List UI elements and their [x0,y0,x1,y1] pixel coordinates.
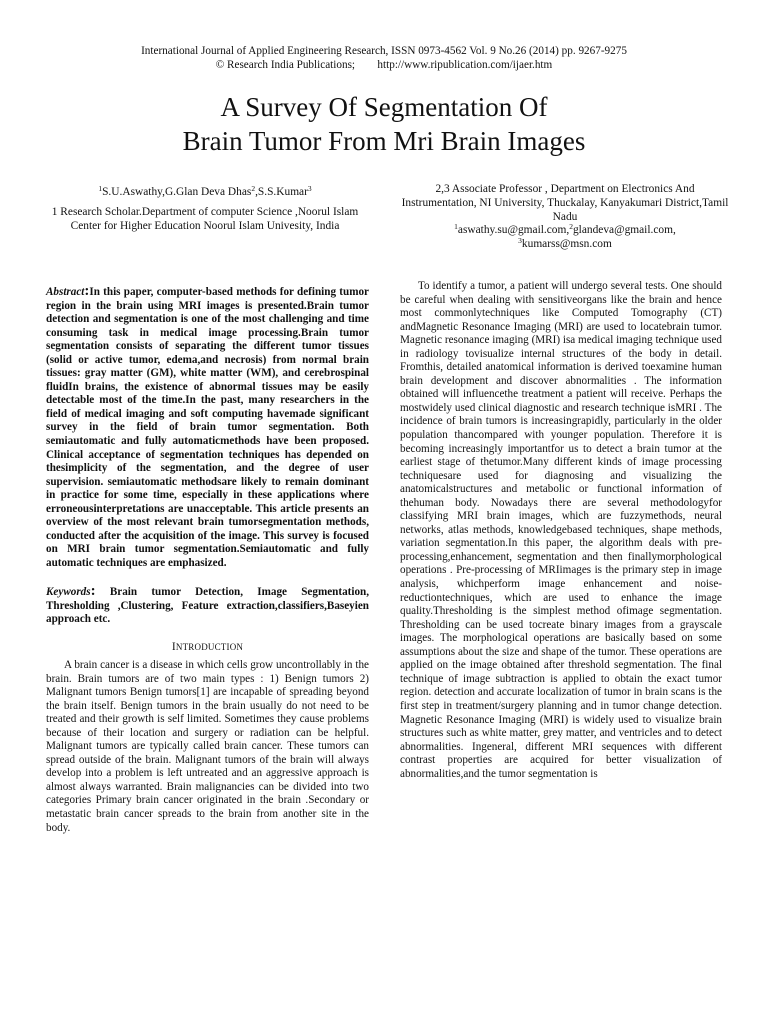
paper-title [60,90,708,158]
abstract-label: Abstract [46,286,85,298]
abstract-colon: : [84,283,90,299]
keywords [46,583,369,627]
author-sup-2: 2 [251,184,256,193]
publisher: © Research India Publications; [215,59,356,71]
affiliation-right: 2,3 Associate Professor , Department on Electronics And Instrumentation, NI University, Thuckalay, Kanyakumari District,Tamil Nadu [401,183,729,223]
keywords-text: Brain tumor Detection, Image Segmentation, Thresholding ,Clustering, Feature extraction,classifiers,Baseyien approach etc. [46,586,369,626]
abstract [46,283,369,570]
affiliation-left: 1 Research Scholar.Department of computer Science ,Noorul Islam Center for Higher Education Noorul Islam Univesity, India [51,205,359,232]
journal-url: http://www.ripublication.com/ijaer.htm [377,59,553,71]
keywords-colon: : [90,583,96,599]
right-column-body [400,280,722,781]
intro-heading-rest: NTRODUCTION [175,642,244,652]
keywords-label: Keywords [46,586,91,598]
right-column-paragraph: To identify a tumor, a patient will undergo several tests. One should be careful when dealing with sensitiveorgans like the brain and hence most commonlytechniques like Computed Tomography (CT) andMagnetic Resonance Imaging (MRI) are used to locatebrain tumor. Magnetic resonance imaging (MRI) isa medical imaging technique used in radiology tovisualize internal structures of the body in detail. Fromthis, detailed anatomical information is derived toexamine human brain development and discover abnormalities . The information obtained will influencethe treatment a patient will receive. Perhaps the mostwidely used clinical diagnostic and research technique isMRI . The incidence of brain tumors is increasingrapidly, particularly in the older population thancompared with younger population. Therefore it is becoming increasingly importantfor us to detect a brain tumor at the earliest stage of thetumor.Many different kinds of image processing techniquesare used for diagnosing and visualizing the anatomicalstructures and metabolic or functional information of thehuman body. Nowadays there are several methodologyfor classifying MRI brain images, which are fuzzymethods, neural networks, atlas methods, knowledgebased techniques, shape methods, variation segmentation.In this paper, the algorithm deals with pre-processing,enhancement, segmentation and then finallymorphological operations . Pre-processing of MRIimages is the primary step in image analysis, whichperform image enhancement and noise-reductiontechniques, which are used to enhance the image quality.Thresholding is the simplest method ofimage segmentation. Thresholding can be used tocreate binary images from a grayscale images. The morphological operations are basically based on some assumptions about the size and shape of the tumor. These operations are applied on the image obtained after threshold segmentation. The final technique of image subtraction is applied to obtain the exact tumor region. detection and accurate localization of tumor in brain scans is the first step in treatment/surgery planning and in tumor change detection. Magnetic Resonance Imaging (MRI) is widely used to visualize brain structures such as white matter, grey matter, and ventricles and to detect abnormalities. Ingeneral, different MRI sequences with different contrast properties are acquired for better visualization of abnormalities,and the tumor segmentation is [400,280,722,780]
email-3: kumarss@msn.com [521,238,612,251]
introduction-heading [46,641,369,653]
introduction-body [46,659,369,835]
author-sup-3: 3 [307,184,312,193]
intro-heading-initial: I [171,641,176,653]
journal-header [60,44,708,72]
email-sup-3: 3 [518,236,522,246]
journal-citation: International Journal of Applied Engineering Research, ISSN 0973-4562 Vol. 9 No.26 (2014) pp. 9267-9275 [141,45,627,57]
introduction-paragraph: A brain cancer is a disease in which cells grow uncontrollably in the brain. Brain tumors are of two main types : 1) Benign tumors 2) Malignant tumors Benign tumors[1] are incapable of spreading beyond the brain itself. Benign tumors in the brain usually do not need to be treated and their growth is self limited. Sometimes they cause problems because of their location and surgery or radiation can be helpful. Malignant tumors are typically called brain cancer. These tumors can spread outside of the brain. Malignant tumors of the brain will always develop into a problem is left untreated and an aggressive approach is almost always warranted. Brain malignancies can be divided into two categories Primary brain cancer originated in the brain .Secondary or metastatic brain cancer spreads to the brain from another site in the body. [46,659,369,834]
author-names [40,186,370,200]
author-name-2: ,S.S.Kumar [255,186,308,198]
email-1: aswathy.su@gmail.com, [457,224,570,237]
author-block-left [40,186,370,233]
author-emails [400,224,730,252]
author-sup-1: 1 [98,184,103,193]
abstract-text: In this paper, computer-based methods for defining tumor region in the brain using MRI images is presented.Brain tumor detection and segmentation is one of the most challenging and time consuming task in medical image processing.Brain tumor segmentation consists of separating the different tumor tissues (solid or active tumor, edema,and necrosis) from normal brain tissues: gray matter (GM), white matter (WM), and cerebrospinal fluidIn brains, the existence of abnormal tissues may be easily detectable most of the time.In the past, many researchers in the field of medical imaging and soft computing havemade significant survey in the field of brain tumor segmentation. Both semiautomatic and fully automaticmethods have been proposed. Clinical acceptance of segmentation techniques has depended on thesimplicity of the segmentation, and the degree of user supervision. semiautomatic methodsare likely to remain dominant in practice for some time, especially in these applications where erroneousinterpretations are unacceptable. This article presents an overview of the most relevant brain tumorsegmentation methods, conducted after the acquisition of the image. This survey is focused on MRI brain tumor segmentation.Semiautomatic and fully automatic techniques are emphasized. [46,286,369,569]
email-sup-1: 1 [454,222,458,232]
title-line-1: A Survey Of Segmentation Of [220,92,548,122]
title-line-2: Brain Tumor From Mri Brain Images [182,126,586,156]
author-name-1: S.U.Aswathy,G.Glan Deva Dhas [102,186,252,198]
publisher-line [60,58,708,72]
email-2: glandeva@gmail.com, [572,224,676,237]
email-sup-2: 2 [569,222,573,232]
author-block-right [400,183,730,252]
